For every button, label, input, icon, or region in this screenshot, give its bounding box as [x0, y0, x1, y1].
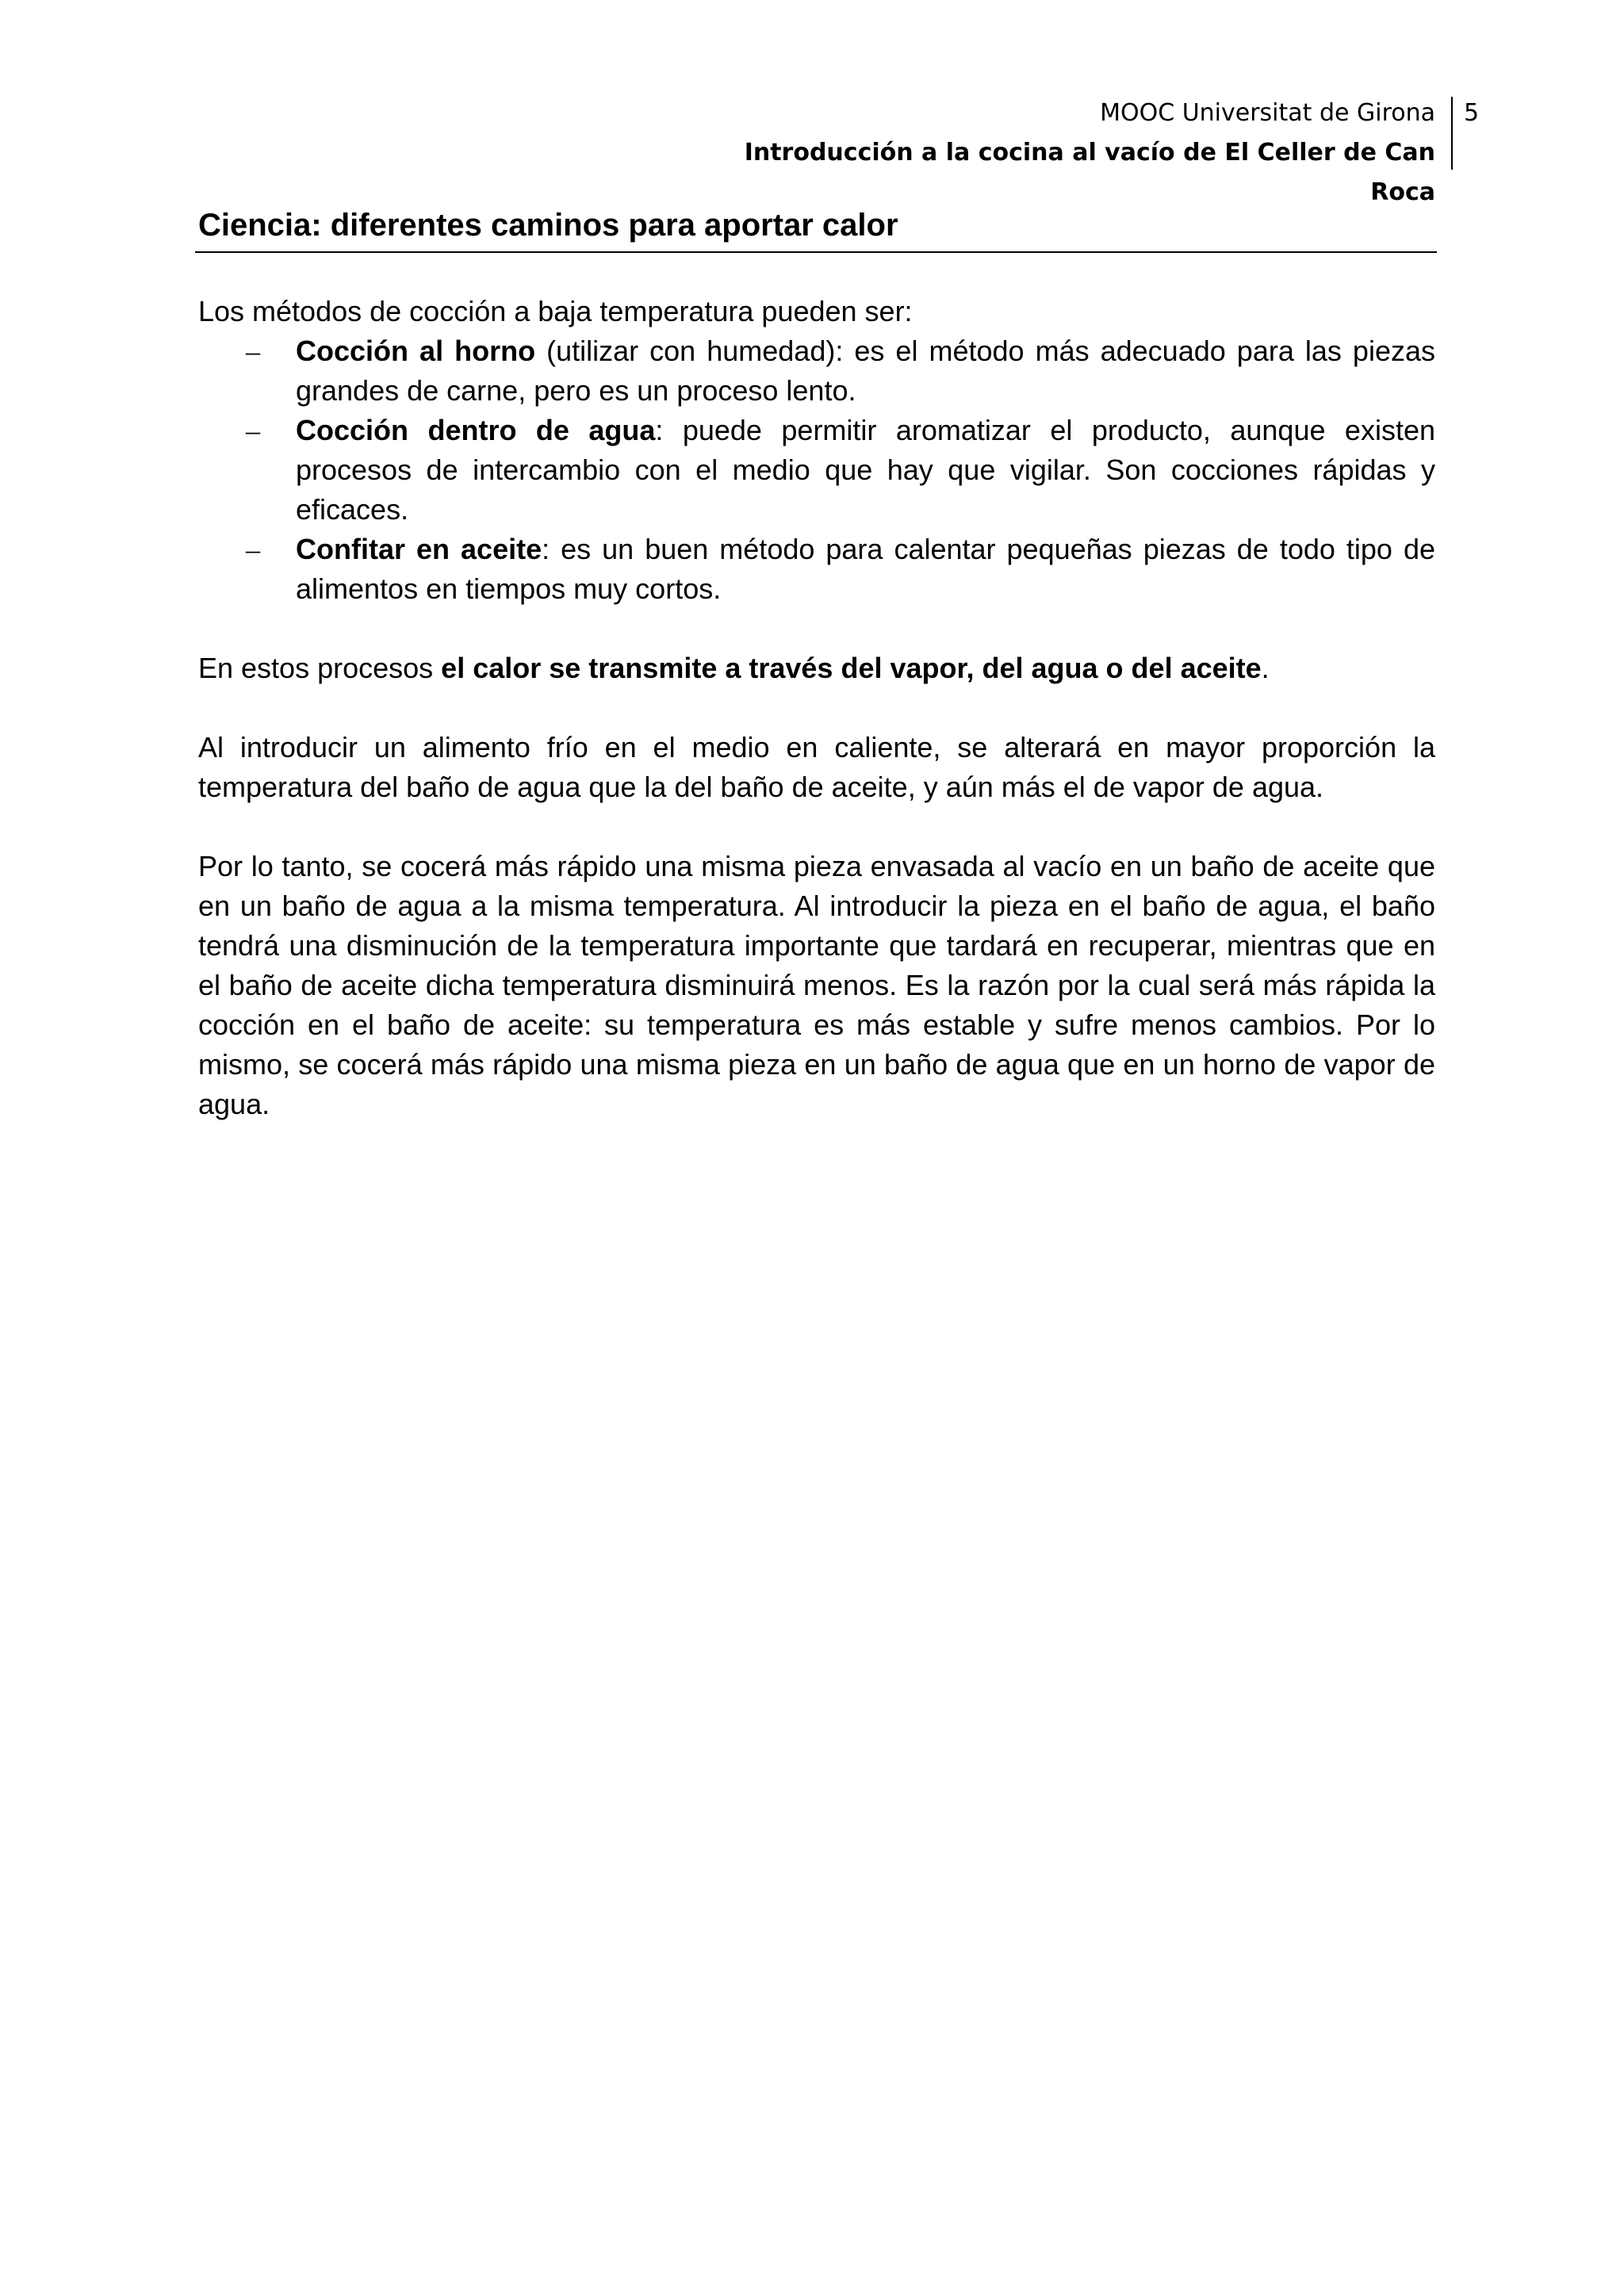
document-body: [198, 292, 1435, 1124]
section-title: Ciencia: diferentes caminos para aportar calor: [198, 208, 898, 243]
header-institution: MOOC Universitat de Girona: [1100, 99, 1435, 127]
method-term: Cocción al horno: [296, 335, 536, 367]
transmission-text-before: En estos procesos: [198, 652, 442, 684]
transmission-emphasis: el calor se transmite a través del vapor, del agua o del aceite: [441, 652, 1262, 684]
intro-paragraph: Los métodos de cocción a baja temperatura pueden ser:: [198, 295, 913, 327]
list-dash: –: [246, 415, 260, 446]
title-underline: [195, 251, 1437, 253]
cooking-methods-list: [198, 331, 1435, 609]
header-course-title: Introducción a la cocina al vacío de El Celler de Can Roca: [744, 139, 1435, 206]
conclusion-paragraph: Por lo tanto, se cocerá más rápido una misma pieza envasada al vacío en un baño de aceite que en un baño de agua a la misma temperatura. Al introducir la pieza en el baño de agua, el baño tendrá una disminución de la temperatura importante que tardará en recuperar, mientras que en el baño de aceite dicha temperatura disminuirá menos. Es la razón por la cual será más rápida la cocción en el baño de aceite: su temperatura es más estable y sufre menos cambios. Por lo mismo, se cocerá más rápido una misma pieza en un baño de agua que en un horno de vapor de agua.: [198, 850, 1435, 1120]
spacer: [198, 688, 1435, 728]
method-term: Confitar en aceite: [296, 533, 542, 565]
list-item: [198, 411, 1435, 530]
method-description: : es un buen método para calentar pequeñas piezas de todo tipo de alimentos en tiempos muy cortos.: [296, 533, 1435, 605]
list-item: [198, 530, 1435, 609]
method-description: : puede permitir aromatizar el producto, aunque existen procesos de intercambio con el medio que hay que vigilar. Son cocciones rápidas y eficaces.: [296, 414, 1435, 526]
header-divider: [1451, 97, 1453, 170]
list-dash: –: [246, 335, 260, 367]
page-number: 5: [1464, 99, 1480, 127]
running-header: [698, 94, 1435, 212]
transmission-text-after: .: [1261, 652, 1270, 684]
list-dash: –: [246, 534, 260, 565]
list-item: [198, 331, 1435, 411]
method-description: (utilizar con humedad): es el método más adecuado para las piezas grandes de carne, pero es un proceso lento.: [296, 335, 1435, 407]
spacer: [198, 807, 1435, 847]
cold-food-paragraph: Al introducir un alimento frío en el medio en caliente, se alterará en mayor proporción la temperatura del baño de agua que la del baño de aceite, y aún más el de vapor de agua.: [198, 731, 1435, 803]
spacer: [198, 609, 1435, 649]
method-term: Cocción dentro de agua: [296, 414, 656, 446]
transmission-paragraph: [198, 649, 1435, 688]
